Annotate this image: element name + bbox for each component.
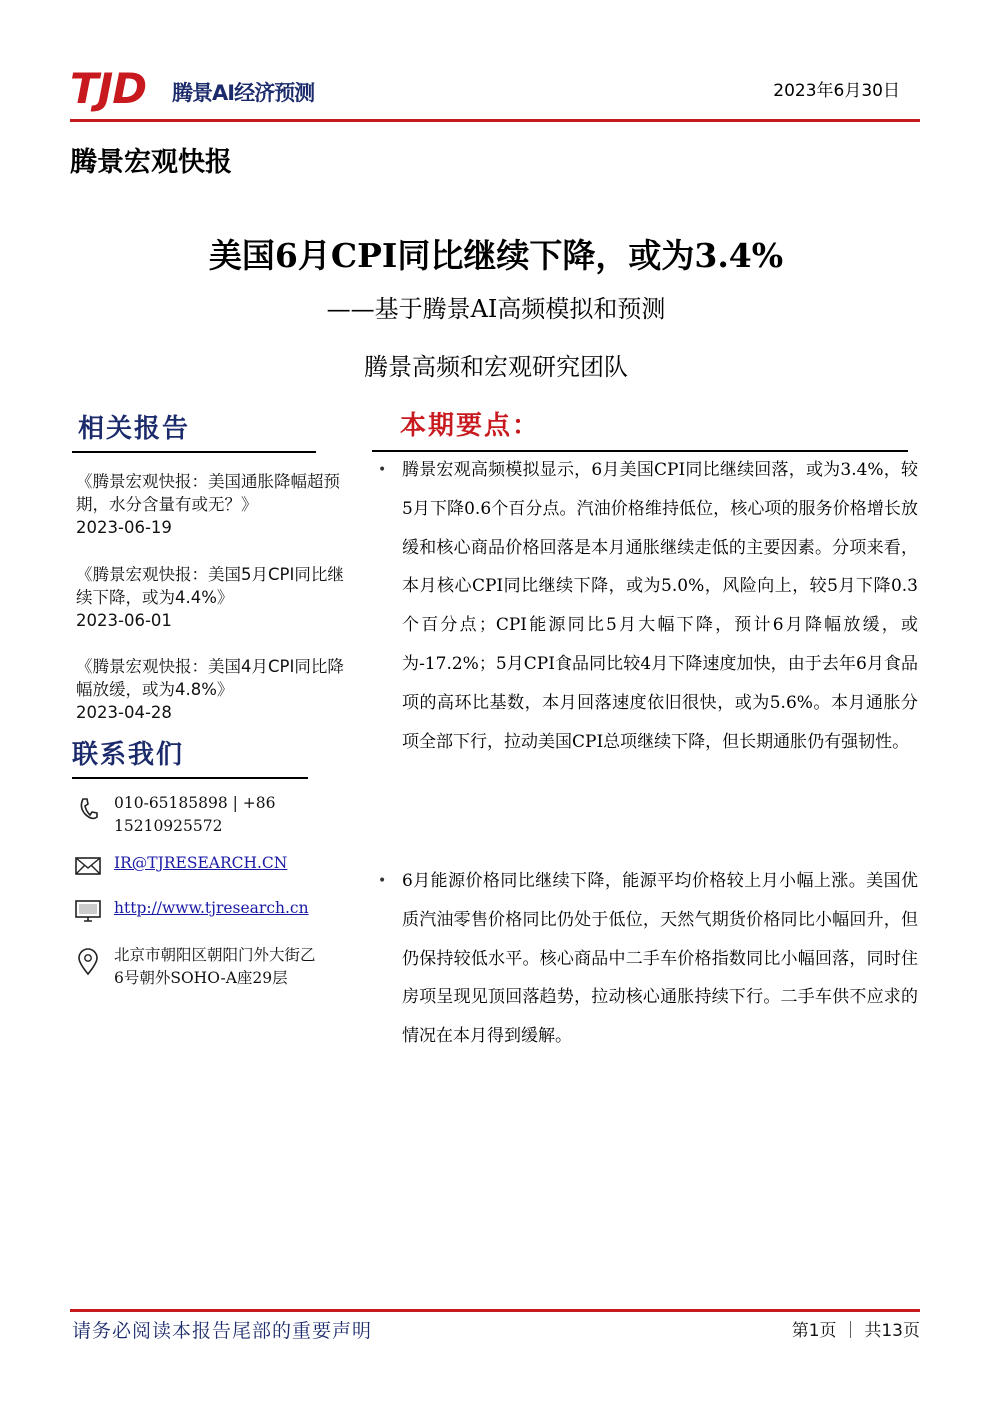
logo-mark: TJD [70,64,147,113]
header-divider [70,119,920,122]
bullet-icon: • [378,873,387,889]
related-report-date: 2023-06-19 [76,518,172,537]
bullet-icon: • [378,462,387,478]
related-reports-heading: 相关报告 [78,414,191,444]
report-date: 2023年6月30日 [773,81,900,101]
contact-address [74,944,364,990]
website-link[interactable]: http://www.tjresearch.cn [114,899,309,917]
related-report-title: 《腾景宏观快报：美国通胀降幅超预期，水分含量有或无？》 [76,472,340,514]
monitor-icon [74,897,102,925]
mail-icon [74,852,102,880]
email-link[interactable]: IR@TJRESEARCH.CN [114,854,288,872]
report-title: 美国6月CPI同比继续下降，或为3.4% [208,236,784,275]
related-report-date: 2023-06-01 [76,611,172,630]
related-report-title: 《腾景宏观快报：美国5月CPI同比继续下降，或为4.4%》 [76,565,344,607]
contact-website [74,897,364,925]
logo-text: 腾景AI经济预测 [172,81,315,105]
phone-icon [74,796,102,824]
contact-email [74,852,364,880]
key-point-text: 6月能源价格同比继续下降，能源平均价格较上月小幅上涨。美国优质汽油零售价格同比仍处于低位，天然气期货价格同比小幅回升，但仍保持较低水平。核心商品中二手车价格指数同比小幅回落，同时住房项呈现见顶回落趋势，拉动核心通胀持续下行。二手车供不应求的情况在本月得到缓解。 [402,871,918,1047]
contact-heading: 联系我们 [72,740,185,770]
phone-line-1: 010-65185898 | +86 [114,794,276,812]
report-subtitle: ——基于腾景AI高频模拟和预测 [326,295,666,323]
phone-line-2: 15210925572 [114,817,223,835]
address-line-1: 北京市朝阳区朝阳门外大街乙 [114,946,316,964]
key-point-text: 腾景宏观高频模拟显示，6月美国CPI同比继续回落，或为3.4%，较5月下降0.6个百分点。汽油价格维持低位，核心项的服务价格增长放缓和核心商品价格回落是本月通胀继续走低的主要因素。分项来看，本月核心CPI同比继续下降，或为5.0%，风险向上，较5月下降0.3个百分点；CPI能源同比5月大幅下降，预计6月降幅放缓，或为-17.2%；5月CPI食品同比较4月下降速度加快，由于去年6月食品项的高环比基数，本月回落速度依旧很快，或为5.6%。本月通胀分项全部下行，拉动美国CPI总项继续下降，但长期通胀仍有强韧性。 [402,460,918,752]
address-line-2: 6号朝外SOHO-A座29层 [114,969,288,987]
contact-divider [72,777,308,779]
related-report-title: 《腾景宏观快报：美国4月CPI同比降幅放缓，或为4.8%》 [76,657,344,699]
disclaimer-note: 请务必阅读本报告尾部的重要声明 [72,1320,373,1342]
key-point-2 [378,862,918,1102]
contact-phone [74,792,364,838]
research-team: 腾景高频和宏观研究团队 [364,353,628,381]
key-point-1 [378,451,918,841]
footer-divider [70,1309,920,1312]
page-indicator: 第1页 ｜ 共13页 [791,1321,920,1341]
related-report-2[interactable] [76,563,346,632]
related-report-1[interactable] [76,470,346,539]
series-title: 腾景宏观快报 [70,147,232,178]
related-report-date: 2023-04-28 [76,703,172,722]
key-points-heading: 本期要点： [400,411,541,441]
location-pin-icon [74,948,102,976]
related-divider [72,451,316,453]
related-report-3[interactable] [76,655,346,724]
